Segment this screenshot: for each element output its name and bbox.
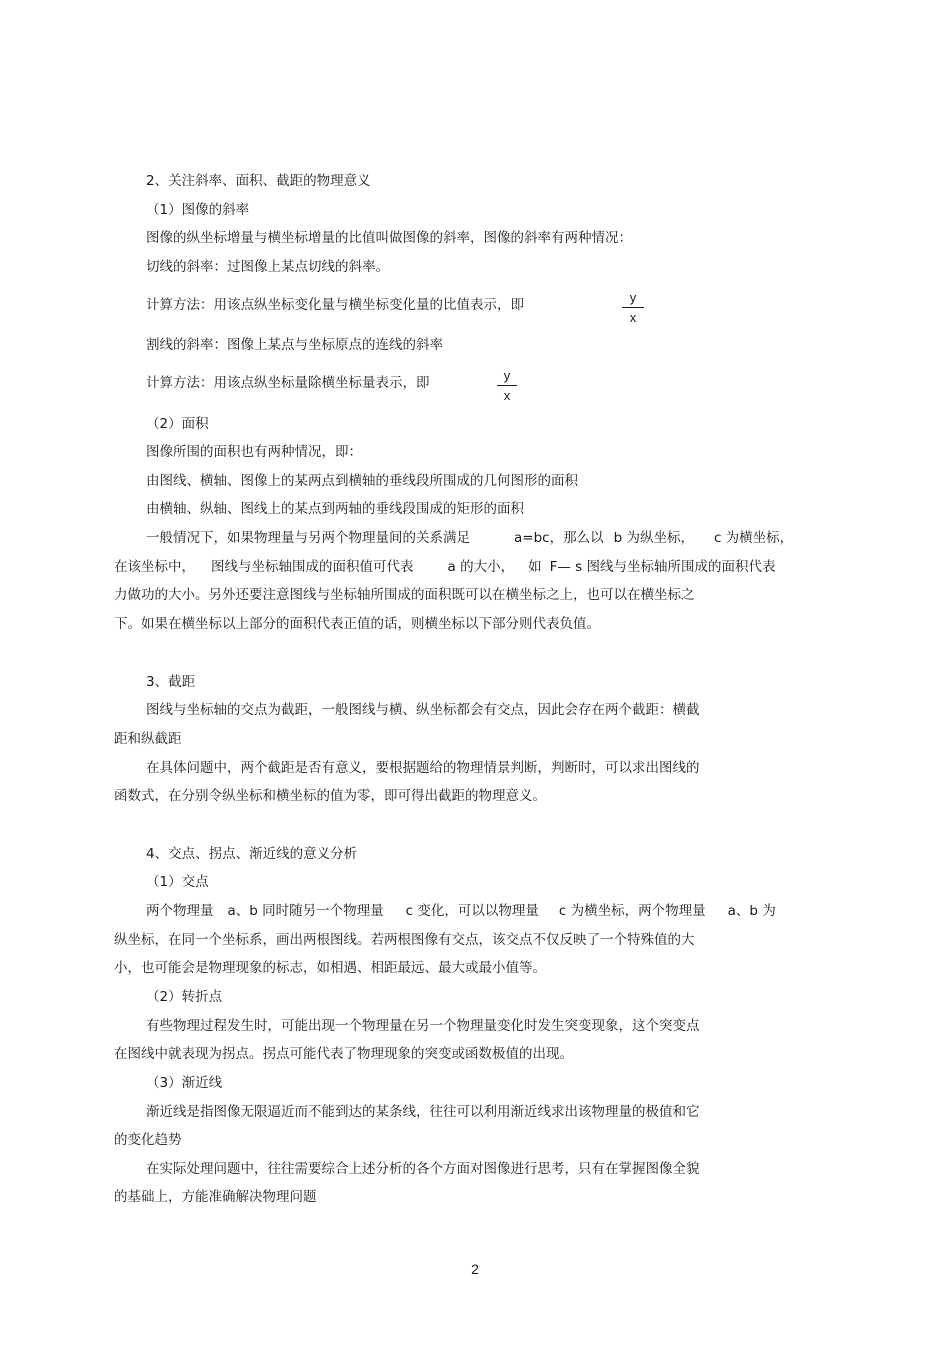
- paragraph-line: 计算方法：用该点纵坐标量除横坐标量表示，即: [146, 375, 430, 391]
- subheading-slope: （1）图像的斜率: [146, 202, 250, 218]
- paragraph-line: 纵坐标，在同一个坐标系，画出两根图线。若两根图像有交点，该交点不仅反映了一个特殊值的大: [114, 932, 695, 948]
- text-run: 两个物理量: [146, 903, 214, 919]
- section-heading-4: 4、交点、拐点、渐近线的意义分析: [146, 846, 358, 862]
- subheading-area: （2）面积: [146, 416, 209, 432]
- paragraph-line: 图像所围的面积也有两种情况，即：: [146, 444, 362, 460]
- paragraph-line: [146, 901, 776, 921]
- fraction-y-over-x: [497, 368, 517, 404]
- paragraph-line: 计算方法：用该点纵坐标变化量与横坐标变化量的比值表示，即: [146, 297, 524, 313]
- text-run: a、b 同时随另一个物理量: [227, 903, 384, 919]
- fraction-numerator: y: [629, 290, 637, 305]
- paragraph-line: 渐近线是指图像无限逼近而不能到达的某条线，往往可以利用渐近线求出该物理量的极值和它: [146, 1104, 700, 1120]
- text-run: c 变化，可以以物理量: [405, 903, 539, 919]
- paragraph-line: 距和纵截距: [114, 731, 182, 747]
- section-heading-2: 2、关注斜率、面积、截距的物理意义: [146, 173, 371, 189]
- text-run: 如: [528, 559, 542, 575]
- paragraph-line: 割线的斜率：图像上某点与坐标原点的连线的斜率: [146, 337, 443, 353]
- paragraph-line: 由横轴、纵轴、图线上的某点到两轴的垂线段围成的矩形的面积: [146, 501, 524, 517]
- fraction-denominator: x: [503, 388, 511, 403]
- text-run: a、b 为: [727, 903, 776, 919]
- paragraph-line: 下。如果在横坐标以上部分的面积代表正值的话，则横坐标以下部分则代表负值。: [114, 616, 600, 632]
- paragraph-line: 的变化趋势: [114, 1132, 182, 1148]
- paragraph-line: 小，也可能会是物理现象的标志，如相遇、相距最远、最大或最小值等。: [114, 960, 546, 976]
- paragraph-line: 切线的斜率：过图像上某点切线的斜率。: [146, 259, 389, 275]
- fraction-denominator: x: [629, 310, 637, 325]
- text-run: F— s 图线与坐标轴所围成的面积代表: [549, 559, 776, 575]
- paragraph-line: [114, 557, 775, 577]
- text-run: b 为纵坐标，: [613, 530, 694, 546]
- text-run: a 的大小，: [447, 559, 515, 575]
- paragraph-line: 函数式，在分别令纵坐标和横坐标的值为零，即可得出截距的物理意义。: [114, 788, 546, 804]
- subheading-turning-point: （2）转折点: [146, 989, 223, 1005]
- subheading-intersection: （1）交点: [146, 874, 209, 890]
- paragraph-line: 图线与坐标轴的交点为截距，一般图线与横、纵坐标都会有交点，因此会存在两个截距：横截: [146, 702, 700, 718]
- paragraph-line: 图像的纵坐标增量与横坐标增量的比值叫做图像的斜率，图像的斜率有两种情况：: [146, 230, 632, 246]
- paragraph-line: 有些物理过程发生时，可能出现一个物理量在另一个物理量变化时发生突变现象，这个突变点: [146, 1018, 700, 1034]
- text-run: c 为横坐标，: [713, 530, 794, 546]
- text-run: 在该坐标中，: [114, 559, 195, 575]
- fraction-numerator: y: [503, 368, 511, 383]
- fraction-bar: [622, 307, 644, 308]
- page-number: 2: [471, 1261, 479, 1277]
- paragraph-line: 在具体问题中，两个截距是否有意义，要根据题给的物理情景判断，判断时，可以求出图线的: [146, 760, 700, 776]
- section-heading-3: 3、截距: [146, 674, 196, 690]
- subheading-asymptote: （3）渐近线: [146, 1075, 223, 1091]
- paragraph-line: 由图线、横轴、图像上的某两点到横轴的垂线段所围成的几何图形的面积: [146, 473, 578, 489]
- text-run: c 为横坐标，两个物理量: [558, 903, 706, 919]
- text-run: a=bc，那么以: [514, 530, 604, 546]
- text-run: 一般情况下，如果物理量与另两个物理量间的关系满足: [146, 530, 470, 546]
- paragraph-line: 的基础上，方能准确解决物理问题: [114, 1189, 317, 1205]
- text-run: 图线与坐标轴围成的面积值可代表: [211, 559, 414, 575]
- paragraph-line: 在实际处理问题中，往往需要综合上述分析的各个方面对图像进行思考，只有在掌握图像全貌: [146, 1161, 700, 1177]
- fraction-y-over-x: [622, 290, 644, 326]
- paragraph-line: 在图线中就表现为拐点。拐点可能代表了物理现象的突变或函数极值的出现。: [114, 1046, 573, 1062]
- paragraph-line: 力做功的大小。另外还要注意图线与坐标轴所围成的面积既可以在横坐标之上，也可以在横坐标之: [114, 587, 695, 603]
- paragraph-line: [146, 528, 793, 548]
- fraction-bar: [497, 385, 517, 386]
